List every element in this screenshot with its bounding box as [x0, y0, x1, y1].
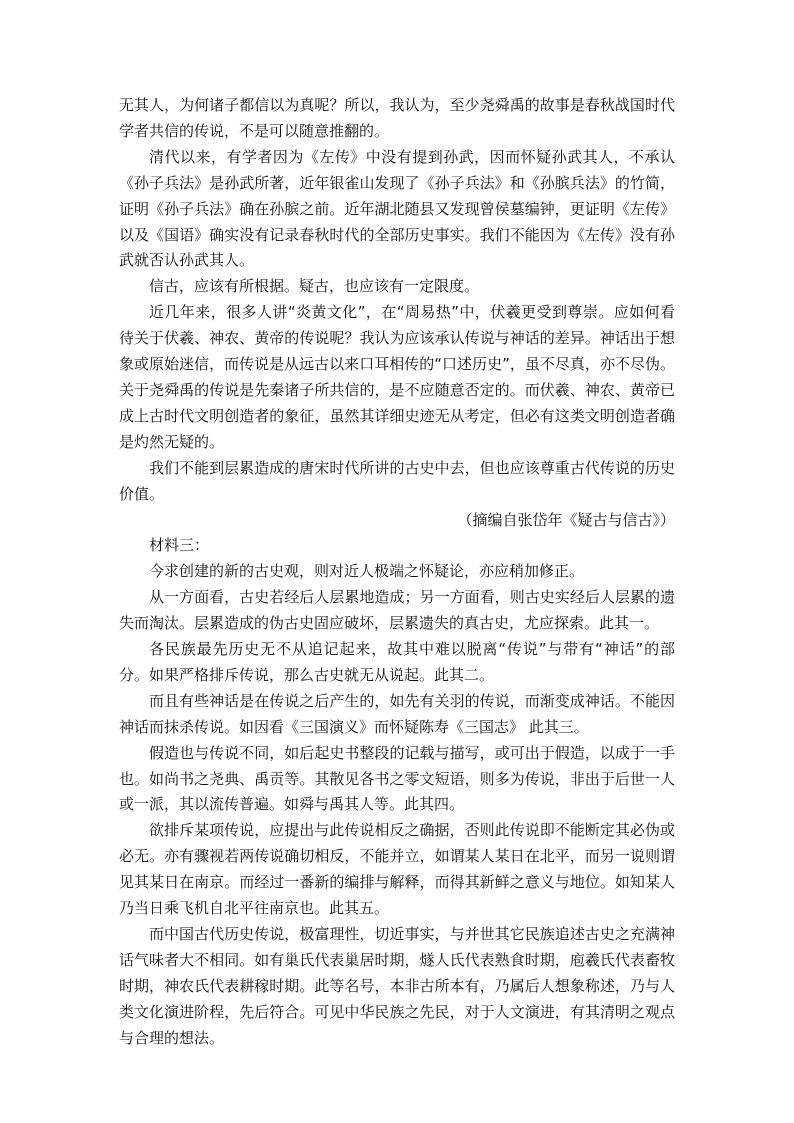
paragraph-3: 信古，应该有所根据。疑古，也应该有一定限度。	[149, 277, 480, 296]
material-paragraph-1: 今求创建的新的古史观，则对近人极端之怀疑论，亦应稍加修正。	[149, 562, 585, 581]
paragraph-1: 无其人，为何诸子都信以为真呢？所以，我认为，至少尧舜禹的故事是春秋战国时代学者共信的传说，不是可以随意推翻的。	[119, 96, 675, 140]
document-page	[119, 93, 675, 1052]
paragraph-5: 我们不能到层累造成的唐宋时代所讲的古史中去，但也应该尊重古代传说的历史价值。	[119, 458, 675, 503]
material-paragraph-6: 欲排斥某项传说，应提出与此传说相反之确据，否则此传说即不能断定其必伪或必无。亦有骤视若两传说确切相反，不能并立，如谓某人某日在北平，而另一说则谓见其某日在南京。而经过一番新的编排与解释，而得其新鲜之意义与地位。如知某人乃当日乘飞机自北平往南京也。此其五。	[119, 821, 675, 918]
material-paragraph-7: 而中国古代历史传说，极富理性，切近事实，与并世其它民族追述古史之充满神话气味者大不相同。如有巢氏代表巢居时期，燧人氏代表熟食时期，庖羲氏代表畜牧时期，神农氏代表耕稼时期。此等名号，本非古所本有，乃属后人想象称述，乃与人类文化演进阶程，先后符合。可见中华民族之先民，对于人文演进，有其清明之观点与合理的想法。	[119, 925, 675, 1047]
material-heading: 材料三：	[149, 536, 210, 555]
material-paragraph-2: 从一方面看，古史若经后人层累地造成；另一方面看，则古史实经后人层累的遗失而淘汰。层累造成的伪古史固应破坏，层累遗失的真古史，尤应探索。此其一。	[119, 588, 675, 633]
paragraph-2: 清代以来，有学者因为《左传》中没有提到孙武，因而怀疑孙武其人，不承认《孙子兵法》是孙武所著，近年银雀山发现了《孙子兵法》和《孙膑兵法》的竹简，证明《孙子兵法》确在孙膑之前。近年湖北随县又发现曾侯墓编钟，更证明《左传》以及《国语》确实没有记录春秋时代的全部历史事实。我们不能因为《左传》没有孙武就否认孙武其人。	[119, 147, 675, 270]
material-paragraph-5: 假造也与传说不同，如后起史书整段的记载与描写，或可出于假造，以成于一手也。如尚书之尧典、禹贡等。其散见各书之零文短语，则多为传说，非出于后世一人或一派，其以流传普遍。如舜与禹其人等。此其四。	[119, 743, 675, 814]
paragraph-4: 近几年来，很多人讲“炎黄文化”，在“周易热”中，伏羲更受到尊崇。应如何看待关于伏羲、神农、黄帝的传说呢？我认为应该承认传说与神话的差异。神话出于想象或原始迷信，而传说是从远古以来口耳相传的“口述历史”，虽不尽真，亦不尽伪。关于尧舜禹的传说是先秦诸子所共信的，是不应随意否定的。而伏羲、神农、黄帝已成上古时代文明创造者的象征，虽然其详细史迹无从考定，但必有这类文明创造者确是灼然无疑的。	[119, 303, 675, 451]
source-citation: （摘编自张岱年《疑古与信古》）	[457, 510, 675, 529]
material-paragraph-3: 各民族最先历史无不从追记起来，故其中难以脱离“传说”与带有“神话”的部分。如果严格排斥传说，那么古史就无从说起。此其二。	[119, 640, 675, 684]
material-paragraph-4: 而且有些神话是在传说之后产生的，如先有关羽的传说，而渐变成神话。不能因神话而抹杀传说。如因看《三国演义》而怀疑陈寿《三国志》 此其三。	[119, 691, 675, 736]
